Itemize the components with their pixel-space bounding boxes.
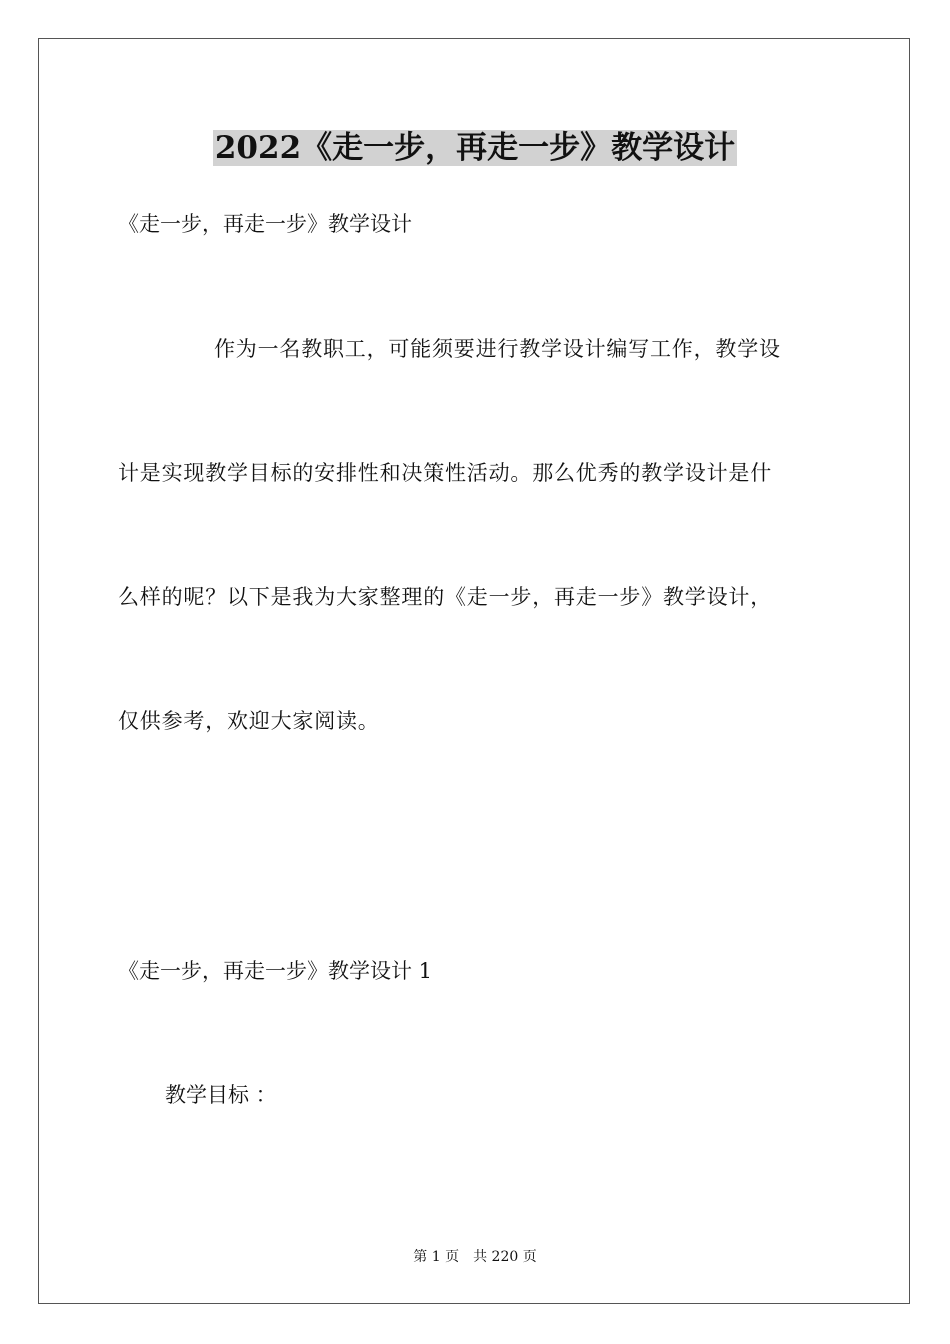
intro-paragraph-line-2: 计是实现教学目标的安排性和决策性活动。那么优秀的教学设计是什 [118, 461, 772, 485]
section-heading: 《走一步，再走一步》教学设计 1 [118, 959, 433, 983]
intro-paragraph-line-4: 仅供参考，欢迎大家阅读。 [118, 709, 380, 733]
objectives-label: 教学目标 ： [165, 1083, 277, 1107]
page-number-total: 共 220 页 [473, 1249, 537, 1265]
page-number-current: 第 1 页 [413, 1249, 460, 1265]
document-subtitle: 《走一步，再走一步》教学设计 [118, 212, 412, 236]
intro-paragraph-line-3: 么样的呢？以下是我为大家整理的《走一步，再走一步》教学设计， [118, 585, 772, 609]
page-footer [0, 1247, 950, 1267]
document-title [0, 127, 950, 169]
document-title-text: 2022《走一步，再走一步》教学设计 [214, 130, 736, 166]
intro-paragraph-line-1: 作为一名教职工，可能须要进行教学设计编写工作，教学设 [214, 337, 781, 361]
